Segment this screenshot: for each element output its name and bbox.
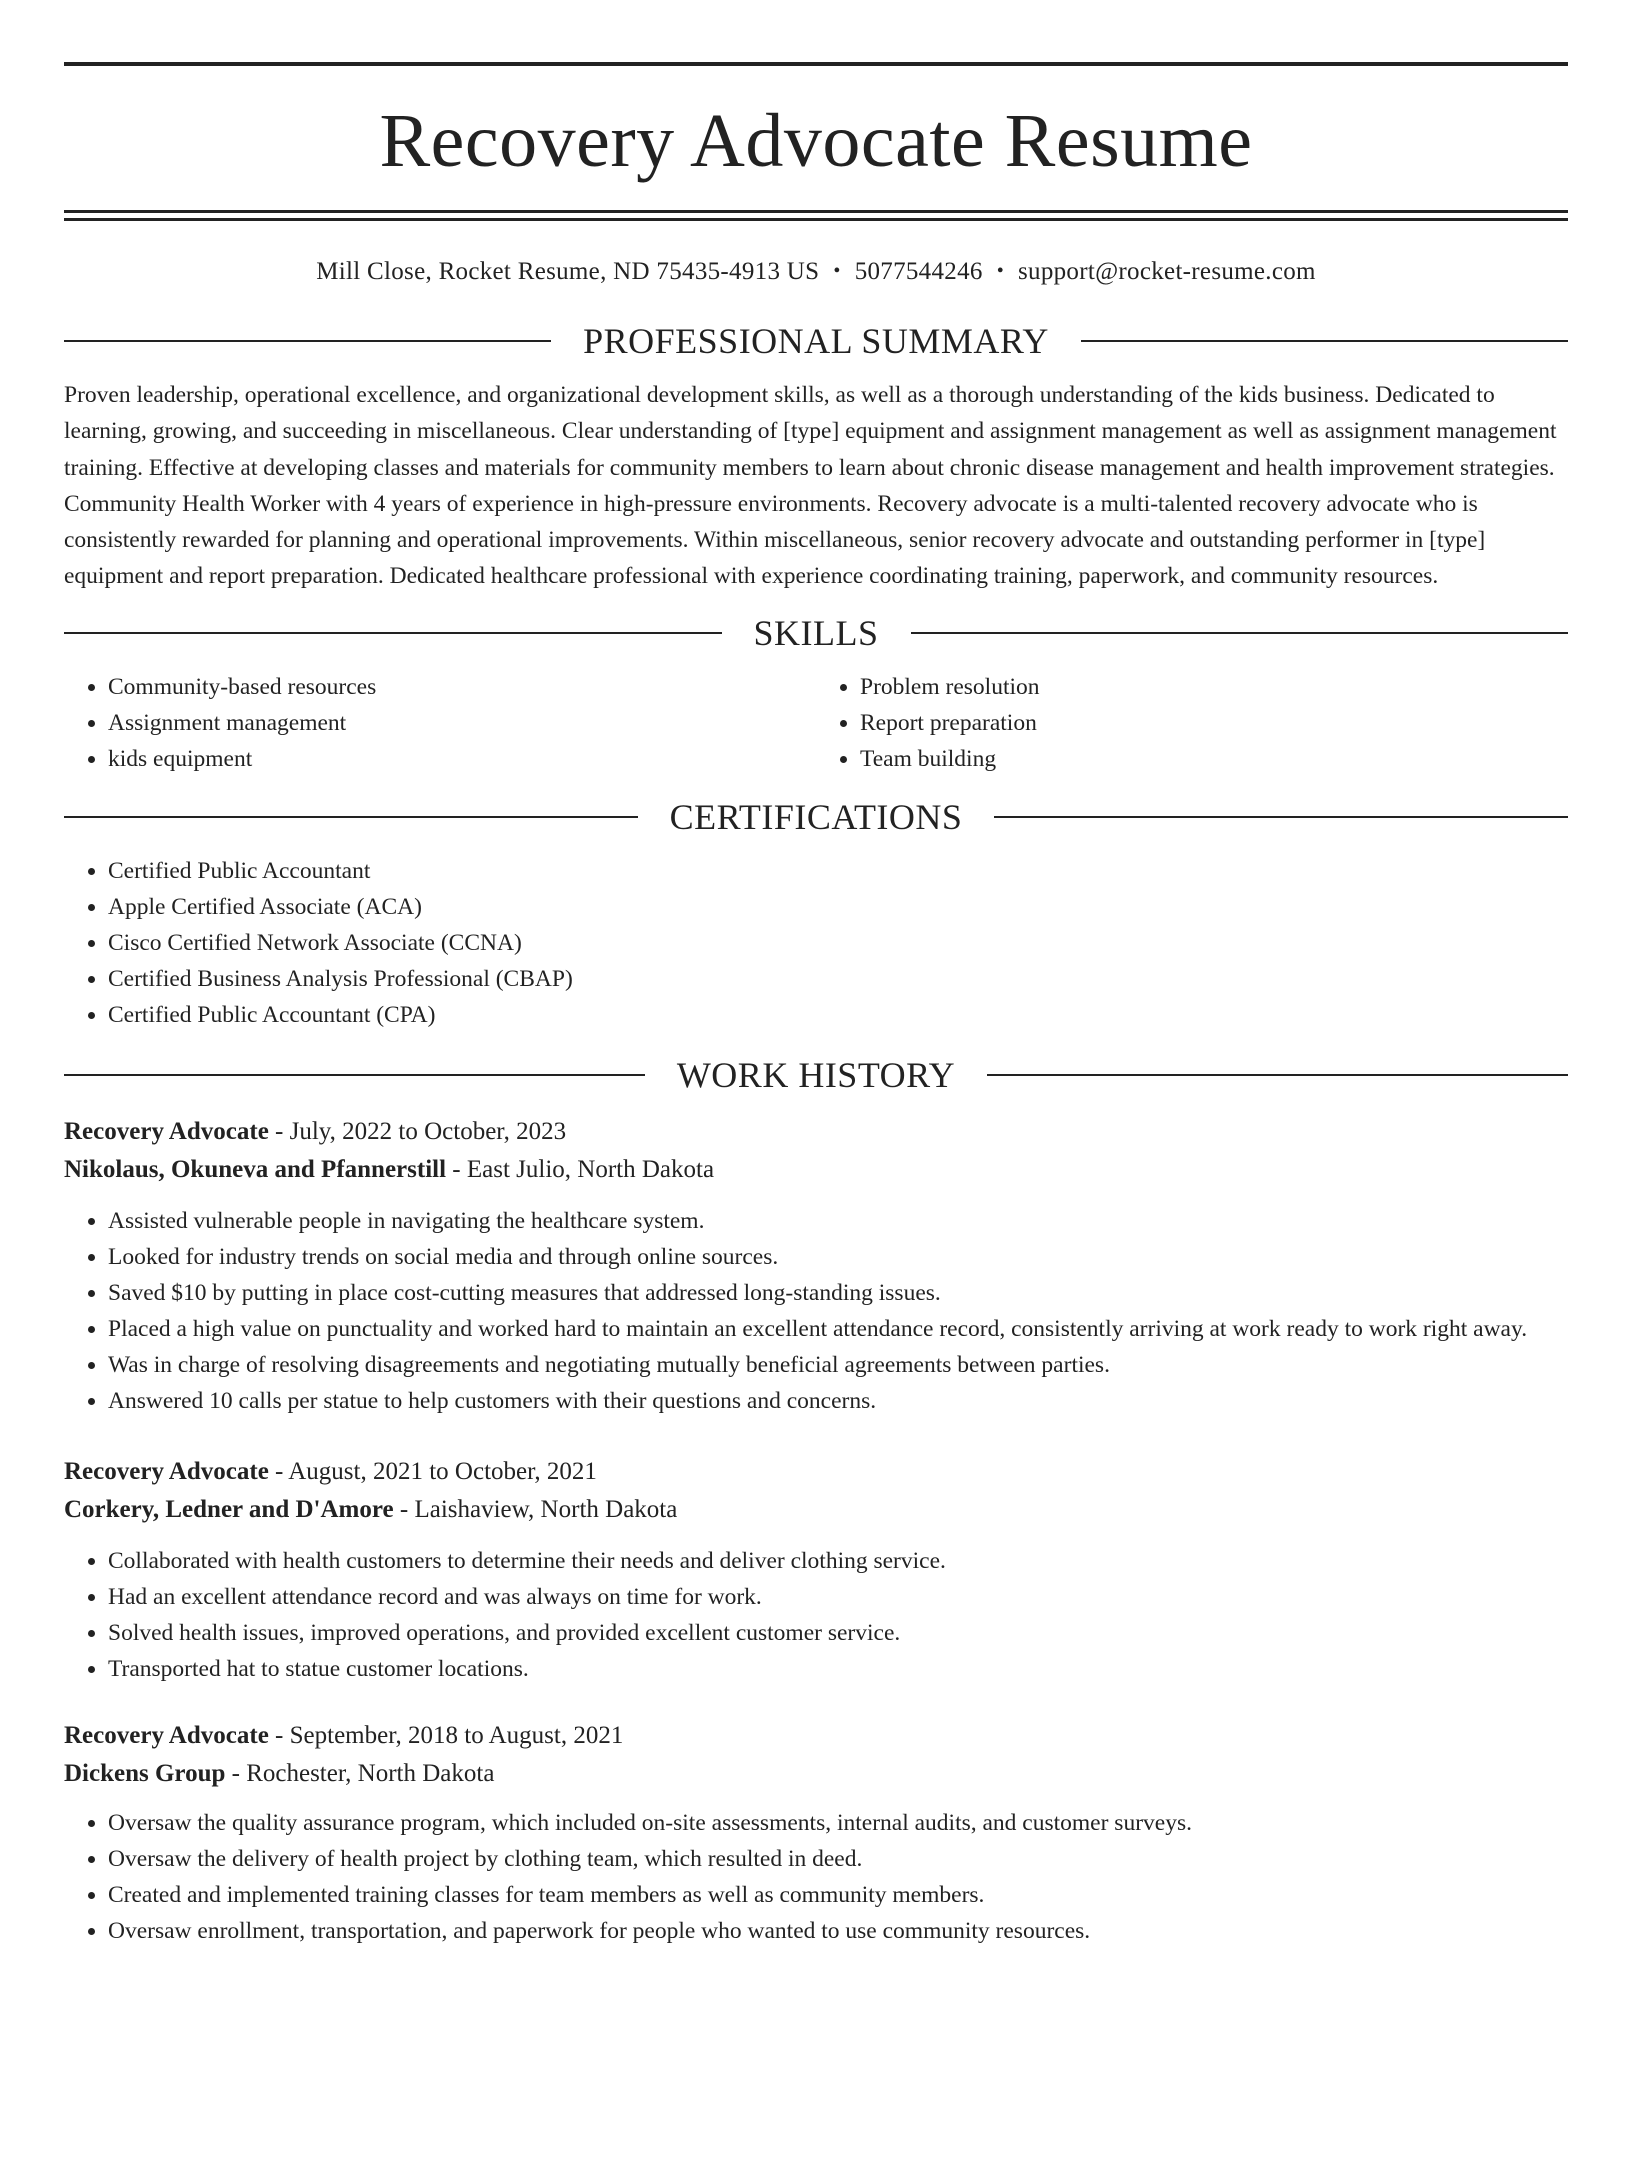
list-item: • Created and implemented training classes for team members as well as community members. — [108, 1877, 1568, 1913]
contact-phone: 5077544246 — [854, 258, 983, 285]
contact-separator: • — [833, 260, 841, 282]
resume-page — [0, 62, 1632, 2174]
work-heading: WORK HISTORY — [676, 1054, 956, 1095]
list-item: • Placed a high value on punctuality and worked hard to maintain an excellent attendance record, consistently arriving at work ready to work right away. — [108, 1311, 1568, 1347]
heading-rule-left — [64, 816, 638, 818]
resume-title: Recovery Advocate Resume — [379, 99, 1253, 183]
list-item: • Was in charge of resolving disagreements and negotiating mutually beneficial agreements between parties. — [108, 1347, 1568, 1383]
contact-address: Mill Close, Rocket Resume, ND 75435-4913 US — [316, 258, 820, 285]
list-item: • Cisco Certified Network Associate (CCNA) — [108, 925, 1568, 961]
job-company-line — [64, 1491, 1568, 1529]
list-item: • Answered 10 calls per statue to help customers with their questions and concerns. — [108, 1383, 1568, 1419]
heading-rule-right — [911, 632, 1569, 634]
job-duties-list — [64, 1203, 1568, 1419]
job-company: Nikolaus, Okuneva and Pfannerstill — [64, 1155, 447, 1183]
heading-rule-right — [994, 816, 1568, 818]
certifications-section-heading — [64, 795, 1568, 839]
heading-rule-left — [64, 1074, 645, 1076]
list-item: • Problem resolution — [860, 669, 1568, 705]
list-item: • Community-based resources — [108, 669, 816, 705]
list-item: • kids equipment — [108, 741, 816, 777]
list-item: • Transported hat to statue customer locations. — [108, 1651, 1568, 1687]
job-entry — [64, 1717, 1568, 1949]
heading-rule-left — [64, 632, 722, 634]
job-entry — [64, 1113, 1568, 1419]
work-section-heading — [64, 1053, 1568, 1097]
skills-column-right — [816, 669, 1568, 777]
list-item: • Looked for industry trends on social media and through online sources. — [108, 1239, 1568, 1275]
list-item: • Report preparation — [860, 705, 1568, 741]
summary-section-heading — [64, 319, 1568, 363]
job-dates: - September, 2018 to August, 2021 — [268, 1721, 624, 1749]
job-title-line — [64, 1113, 1568, 1151]
list-item: • Certified Public Accountant — [108, 853, 1568, 889]
job-dates: - July, 2022 to October, 2023 — [268, 1117, 567, 1145]
list-item: • Collaborated with health customers to determine their needs and deliver clothing service. — [108, 1543, 1568, 1579]
heading-rule-right — [1081, 340, 1568, 342]
job-duties-list — [64, 1805, 1568, 1949]
job-location: - Rochester, North Dakota — [225, 1759, 495, 1787]
job-location: - Laishaview, North Dakota — [393, 1495, 678, 1523]
job-company: Corkery, Ledner and D'Amore — [64, 1495, 394, 1523]
list-item: • Solved health issues, improved operations, and provided excellent customer service. — [108, 1615, 1568, 1651]
list-item: • Assisted vulnerable people in navigating the healthcare system. — [108, 1203, 1568, 1239]
contact-line — [64, 257, 1568, 287]
top-rule — [64, 62, 1568, 66]
job-title-line — [64, 1717, 1568, 1755]
skills-list — [64, 669, 1568, 777]
job-title: Recovery Advocate — [64, 1117, 269, 1145]
job-title: Recovery Advocate — [64, 1457, 269, 1485]
list-item: • Certified Public Accountant (CPA) — [108, 997, 1568, 1033]
list-item: • Team building — [860, 741, 1568, 777]
contact-email: support@rocket-resume.com — [1018, 258, 1316, 285]
certifications-heading: CERTIFICATIONS — [669, 796, 963, 837]
summary-heading: PROFESSIONAL SUMMARY — [583, 321, 1049, 361]
heading-rule-right — [987, 1074, 1568, 1076]
list-item: • Oversaw enrollment, transportation, and paperwork for people who wanted to use community resources. — [108, 1913, 1568, 1949]
job-location: - East Julio, North Dakota — [446, 1155, 715, 1183]
job-title: Recovery Advocate — [64, 1721, 269, 1749]
title-double-rule — [64, 210, 1568, 221]
list-item: • Certified Business Analysis Professional (CBAP) — [108, 961, 1568, 997]
job-company: Dickens Group — [64, 1759, 226, 1787]
job-company-line — [64, 1151, 1568, 1189]
job-title-line — [64, 1453, 1568, 1491]
certifications-list — [64, 853, 1568, 1033]
skills-heading: SKILLS — [753, 612, 879, 653]
list-item: • Apple Certified Associate (ACA) — [108, 889, 1568, 925]
list-item: • Had an excellent attendance record and was always on time for work. — [108, 1579, 1568, 1615]
job-company-line — [64, 1755, 1568, 1793]
job-entry — [64, 1453, 1568, 1687]
summary-text: Proven leadership, operational excellence, and organizational development skills, as well as a thorough understanding of the kids business. Dedicated to learning, growing, and succeeding in miscellaneous. Clear understanding of [type] equipment and assignment management as well as assignment management training. Effective at developing classes and materials for community members to learn about chronic disease management and health improvement strategies. Community Health Worker with 4 years of experience in high-pressure environments. Recovery advocate is a multi-talented recovery advocate who is consistently rewarded for planning and operational improvements. Within miscellaneous, senior recovery advocate and outstanding performer in [type] equipment and report preparation. Dedicated healthcare professional with experience coordinating training, paperwork, and community resources. — [64, 382, 1557, 590]
job-duties-list — [64, 1543, 1568, 1687]
list-item: • Oversaw the quality assurance program, which included on-site assessments, internal audits, and customer surveys. — [108, 1805, 1568, 1841]
heading-rule-left — [64, 340, 551, 342]
job-dates: - August, 2021 to October, 2021 — [268, 1457, 597, 1485]
list-item: • Oversaw the delivery of health project by clothing team, which resulted in deed. — [108, 1841, 1568, 1877]
skills-column-left — [64, 669, 816, 777]
list-item: • Assignment management — [108, 705, 816, 741]
contact-separator: • — [996, 260, 1004, 282]
list-item: • Saved $10 by putting in place cost-cutting measures that addressed long-standing issues. — [108, 1275, 1568, 1311]
skills-section-heading — [64, 611, 1568, 655]
